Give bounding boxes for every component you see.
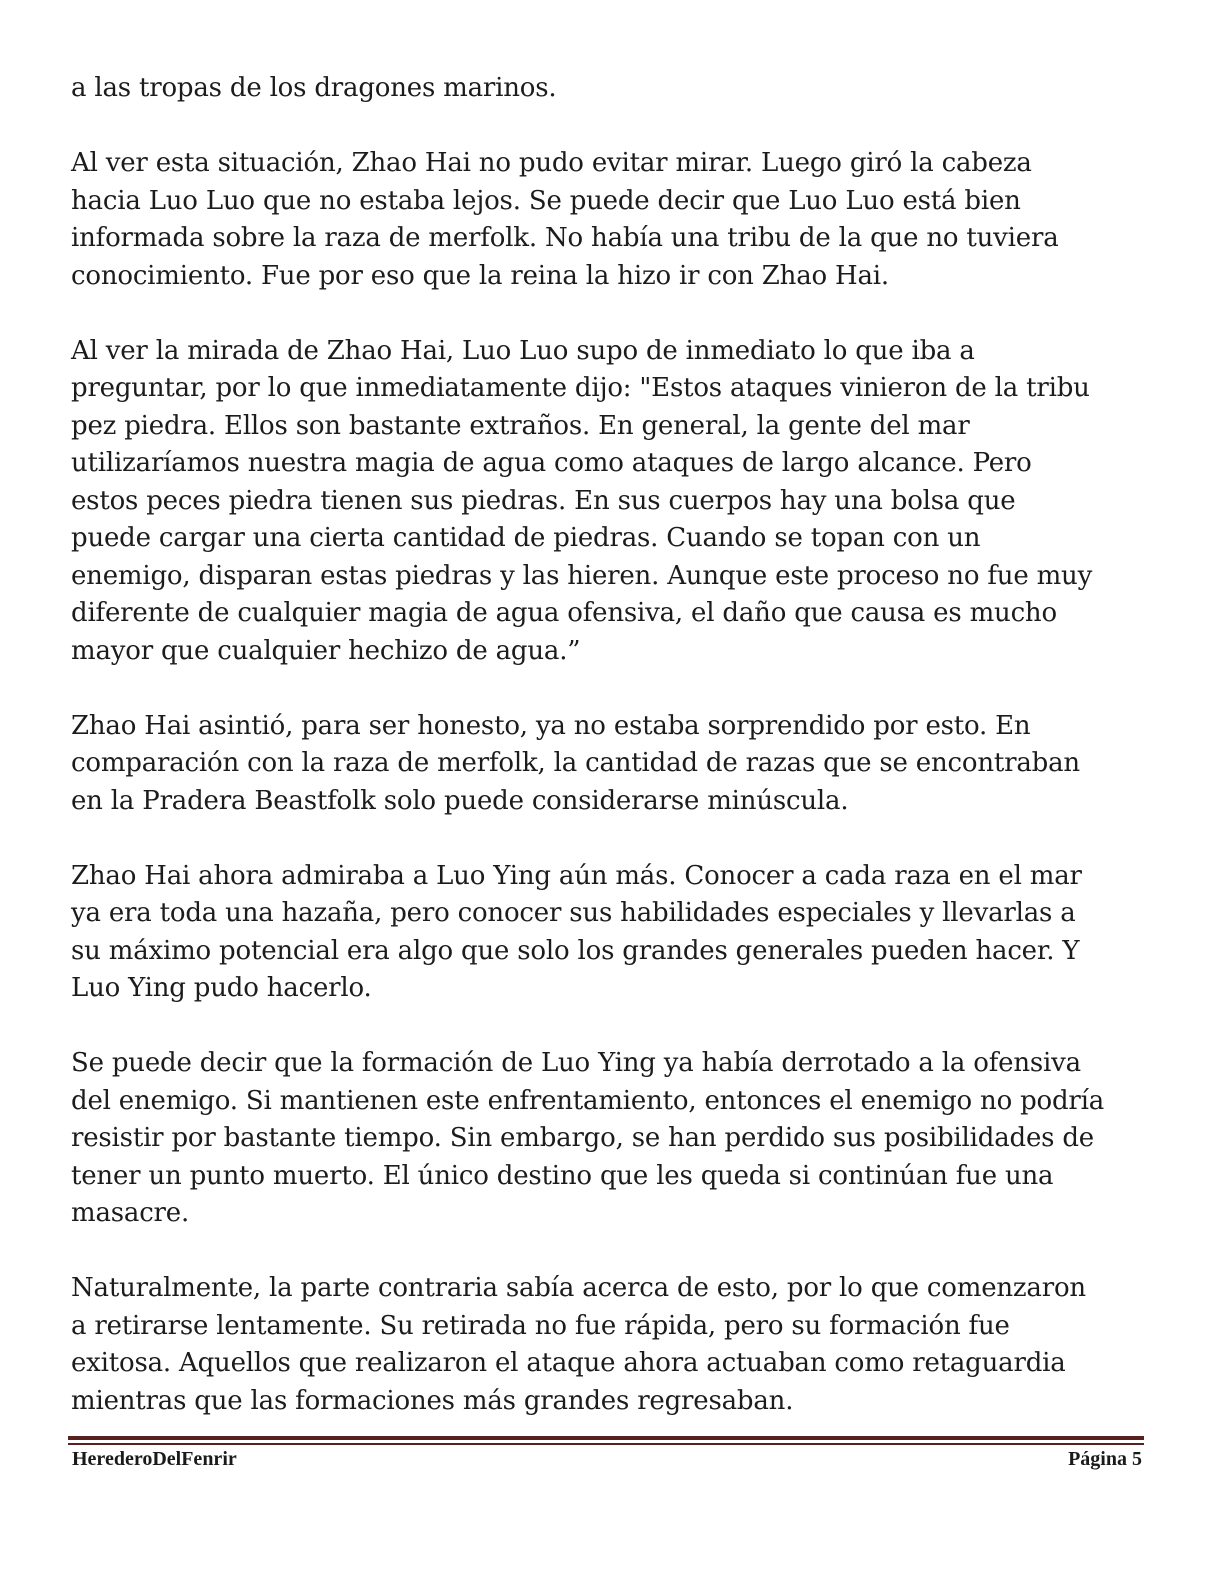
page-number: Página 5 — [1068, 1448, 1142, 1470]
paragraph: Zhao Hai asintió, para ser honesto, ya no estaba sorprendido por esto. En comparación con la raza de merfolk, la cantidad de razas que se encontraban en la Pradera Beastfolk solo puede considerarse minúscula. — [71, 710, 1080, 816]
paragraph: Naturalmente, la parte contraria sabía acerca de esto, por lo que comenzaron a retirarse lentamente. Su retirada no fue rápida, pero su formación fue exitosa. Aquellos que realizaron el ataque ahora actuaban como retaguardia mientras que las formaciones más grandes regresaban. — [71, 1273, 1086, 1416]
page-footer — [72, 1448, 1142, 1471]
footer-author: HerederoDelFenrir — [72, 1448, 237, 1470]
paragraph: Al ver la mirada de Zhao Hai, Luo Luo supo de inmediato lo que iba a preguntar, por lo que inmediatamente dijo: "Estos ataques vinieron de la tribu pez piedra. Ellos son bastante extraños. En general, la gente del mar utilizaríamos nuestra magia de agua como ataques de largo alcance. Pero estos peces piedra tienen sus piedras. En sus cuerpos hay una bolsa que puede cargar una cierta cantidad de piedras. Cuando se topan con un enemigo, disparan estas piedras y las hieren. Aunque este proceso no fue muy diferente de cualquier magia de agua ofensiva, el daño que causa es mucho mayor que cualquier hechizo de agua.” — [71, 335, 1093, 666]
paragraph: Zhao Hai ahora admiraba a Luo Ying aún más. Conocer a cada raza en el mar ya era toda una hazaña, pero conocer sus habilidades especiales y llevarlas a su máximo potencial era algo que solo los grandes generales pueden hacer. Y Luo Ying pudo hacerlo. — [71, 860, 1082, 1003]
footer-rule-thin — [68, 1443, 1144, 1445]
footer-rule-thick — [68, 1436, 1144, 1440]
paragraph: Al ver esta situación, Zhao Hai no pudo evitar mirar. Luego giró la cabeza hacia Luo Luo que no estaba lejos. Se puede decir que Luo Luo está bien informada sobre la raza de merfolk. No había una tribu de la que no tuviera conocimiento. Fue por eso que la reina la hizo ir con Zhao Hai. — [71, 148, 1059, 291]
paragraph: Se puede decir que la formación de Luo Ying ya había derrotado a la ofensiva del enemigo. Si mantienen este enfrentamiento, entonces el enemigo no podría resistir por bastante tiempo. Sin embargo, se han perdido sus posibilidades de tener un punto muerto. El único destino que les queda si continúan fue una masacre. — [71, 1048, 1105, 1228]
paragraph: a las tropas de los dragones marinos. — [71, 73, 557, 103]
page-body — [71, 70, 1151, 1420]
